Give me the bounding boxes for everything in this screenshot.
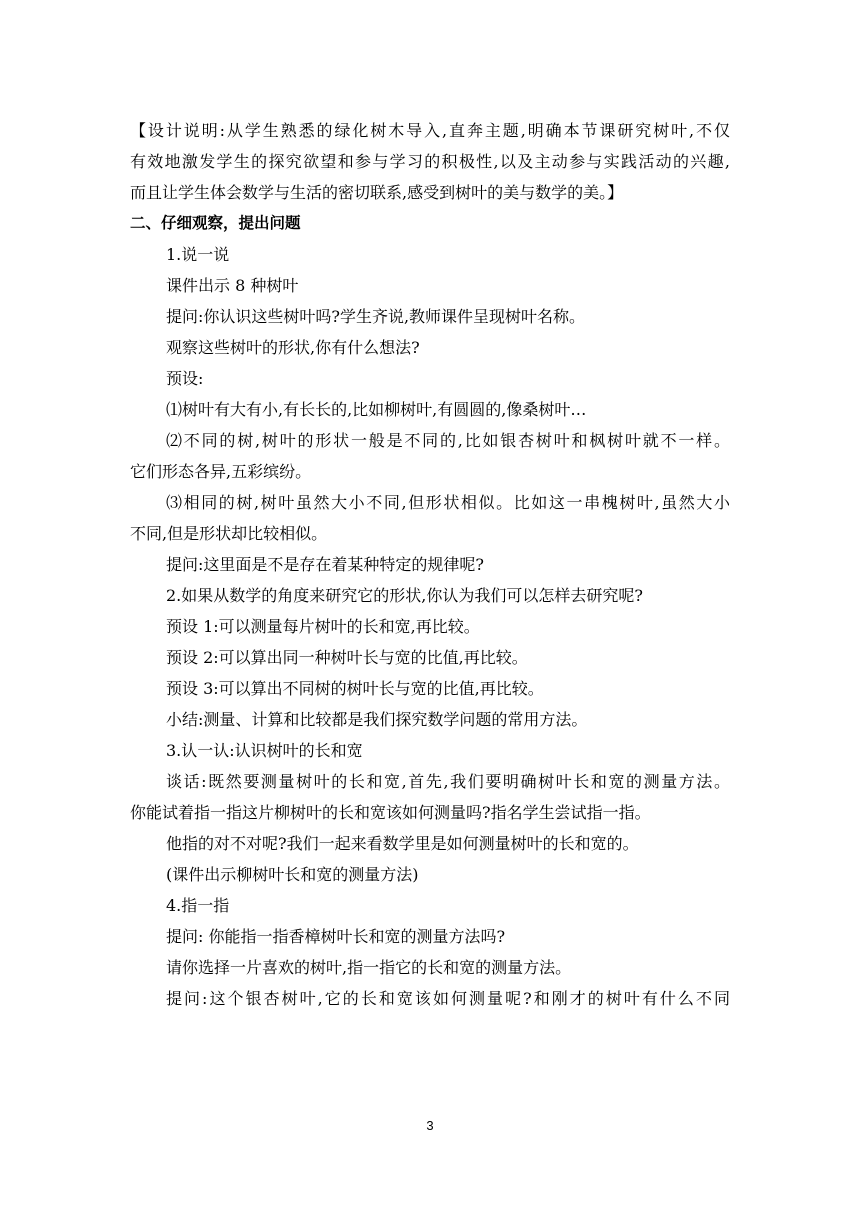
design-note-line-2: 有效地激发学生的探究欲望和参与学习的积极性,以及主动参与实践活动的兴趣,	[130, 152, 730, 171]
step-3-title: 3.认一认:认识树叶的长和宽	[166, 741, 363, 760]
document-body	[130, 115, 730, 1014]
paragraph: 请你选择一片喜欢的树叶,指一指它的长和宽的测量方法。	[166, 958, 572, 977]
paragraph: 预设:	[166, 369, 204, 388]
step-1-title: 1.说一说	[166, 245, 230, 264]
paragraph: 提问:你认识这些树叶吗?学生齐说,教师课件呈现树叶名称。	[166, 307, 586, 326]
paragraph: 小结:测量、计算和比较都是我们探究数学问题的常用方法。	[166, 710, 588, 729]
section-heading: 二、仔细观察，提出问题	[130, 214, 301, 232]
list-item-continuation: 它们形态各异,五彩缤纷。	[130, 462, 312, 481]
paragraph-continuation: 你能试着指一指这片柳树叶的长和宽该如何测量吗?指名学生尝试指一指。	[130, 803, 651, 822]
paragraph: 谈话:既然要测量树叶的长和宽,首先,我们要明确树叶长和宽的测量方法。	[166, 772, 730, 791]
page-number: 3	[426, 1118, 434, 1133]
paragraph: 他指的对不对呢?我们一起来看数学里是如何测量树叶的长和宽的。	[166, 834, 639, 853]
paragraph: 预设 2:可以算出同一种树叶长与宽的比值,再比较。	[166, 648, 528, 667]
step-2-title: 2.如果从数学的角度来研究它的形状,你认为我们可以怎样去研究呢?	[166, 586, 643, 605]
paragraph: 提问:这个银杏树叶,它的长和宽该如何测量呢?和刚才的树叶有什么不同	[166, 989, 730, 1008]
paragraph: 观察这些树叶的形状,你有什么想法?	[166, 338, 420, 357]
paragraph: 预设 1:可以测量每片树叶的长和宽,再比较。	[166, 617, 480, 636]
step-4-title: 4.指一指	[166, 896, 230, 915]
paragraph: (课件出示柳树叶长和宽的测量方法)	[166, 865, 419, 884]
paragraph: 提问:这里面是不是存在着某种特定的规律呢?	[166, 555, 484, 574]
design-note-line-1: 【设计说明:从学生熟悉的绿化树木导入,直奔主题,明确本节课研究树叶,不仅	[130, 121, 730, 140]
list-item-continuation: 不同,但是形状却比较相似。	[130, 524, 328, 543]
list-item: ⑶相同的树,树叶虽然大小不同,但形状相似。比如这一串槐树叶,虽然大小	[166, 493, 730, 512]
paragraph: 预设 3:可以算出不同树的树叶长与宽的比值,再比较。	[166, 679, 544, 698]
paragraph: 课件出示 8 种树叶	[166, 276, 299, 295]
paragraph: 提问: 你能指一指香樟树叶长和宽的测量方法吗?	[166, 927, 506, 946]
design-note-line-3: 而且让学生体会数学与生活的密切联系,感受到树叶的美与数学的美。】	[130, 183, 624, 202]
list-item: ⑵不同的树,树叶的形状一般是不同的,比如银杏树叶和枫树叶就不一样。	[166, 431, 730, 450]
list-item: ⑴树叶有大有小,有长长的,比如柳树叶,有圆圆的,像桑树叶…	[166, 400, 587, 419]
